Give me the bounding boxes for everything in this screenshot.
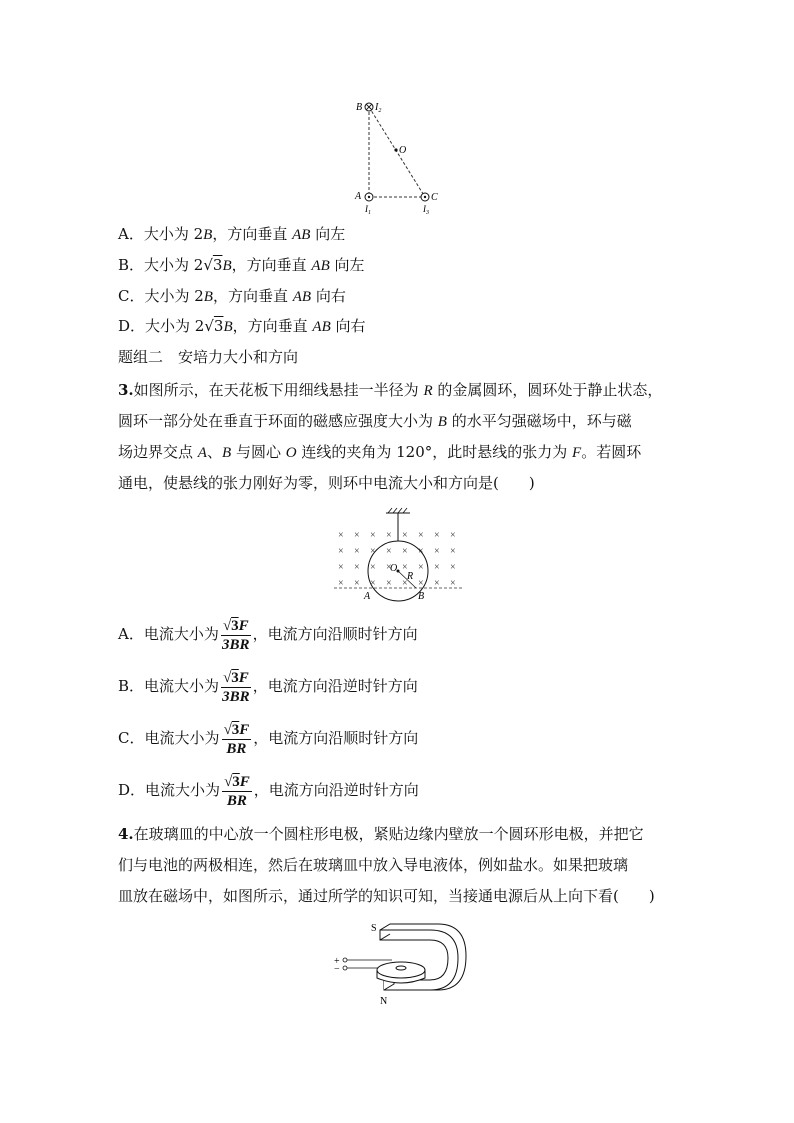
q3-option-c: C．电流大小为 $\frac{√3F}{BR}$ ，电流方向沿顺时针方向	[118, 721, 419, 757]
field-cross: ×	[402, 578, 408, 589]
field-cross: ×	[418, 578, 424, 589]
q2-figure	[340, 95, 450, 220]
label-minus: −	[334, 964, 340, 975]
q2-option-b: B．大小为 2√3B，方向垂直 AB 向左	[118, 256, 365, 274]
field-cross: ×	[338, 562, 344, 573]
ceiling	[386, 508, 410, 513]
q3-option-d: D．电流大小为 $\frac{√3F}{BR}$ ，电流方向沿逆时针方向	[118, 773, 419, 809]
section-heading: 题组二 安培力大小和方向	[118, 348, 299, 366]
center-electrode	[396, 966, 406, 970]
label-o: O	[399, 145, 407, 156]
terminal-positive	[343, 958, 347, 962]
label-a: A	[364, 591, 371, 602]
field-cross: ×	[354, 562, 360, 573]
field-cross: ×	[386, 562, 392, 573]
field-cross: ×	[338, 546, 344, 557]
field-cross: ×	[418, 562, 424, 573]
q4-figure	[330, 918, 470, 1008]
label-plus: +	[334, 956, 340, 967]
field-cross: ×	[434, 530, 440, 541]
label-c: C	[431, 192, 438, 203]
current-c-symbol	[421, 193, 429, 201]
q2-option-d: D．大小为 2√3B，方向垂直 AB 向右	[118, 317, 366, 335]
q4-stem-line2: 们与电池的两极相连，然后在玻璃皿中放入导电液体，例如盐水。如果把玻璃	[118, 856, 629, 874]
field-cross: ×	[354, 546, 360, 557]
label-r: R	[407, 571, 414, 582]
q3-stem-line3: 场边界交点 A、B 与圆心 O 连线的夹角为 120°，此时悬线的张力为 F。若圆环	[118, 443, 642, 461]
field-cross: ×	[370, 546, 376, 557]
point-o-dot	[394, 148, 397, 151]
line-bc	[369, 107, 425, 197]
q3-figure	[330, 505, 470, 605]
q4-stem-line3: 皿放在磁场中，如图所示，通过所学的知识可知，当接通电源后从上向下看( )	[118, 887, 655, 905]
field-cross: ×	[402, 530, 408, 541]
field-cross: ×	[450, 530, 456, 541]
current-a-symbol	[365, 193, 373, 201]
label-i3: $I_3$	[423, 204, 429, 216]
field-cross: ×	[354, 578, 360, 589]
field-cross: ×	[370, 578, 376, 589]
field-cross: ×	[386, 530, 392, 541]
field-cross: ×	[450, 578, 456, 589]
field-cross: ×	[418, 546, 424, 557]
label-o: O	[390, 563, 398, 574]
field-cross: ×	[402, 562, 408, 573]
field-cross: ×	[370, 530, 376, 541]
q4-stem-line1: 4.在玻璃皿的中心放一个圆柱形电极，紧贴边缘内壁放一个圆环形电极，并把它	[118, 825, 644, 843]
field-cross: ×	[354, 530, 360, 541]
q2-option-a: A．大小为 2B，方向垂直 AB 向左	[118, 225, 346, 243]
field-cross: ×	[338, 530, 344, 541]
field-cross: ×	[386, 546, 392, 557]
field-cross: ×	[418, 530, 424, 541]
q2-option-c: C．大小为 2B，方向垂直 AB 向右	[118, 287, 346, 305]
field-cross: ×	[450, 546, 456, 557]
field-cross: ×	[338, 578, 344, 589]
q3-stem-line2: 圆环一部分处在垂直于环面的磁感应强度大小为 B 的水平匀强磁场中，环与磁	[118, 412, 632, 430]
current-b-symbol	[365, 103, 373, 111]
magnetic-field-crosses	[338, 530, 456, 589]
field-cross: ×	[434, 578, 440, 589]
field-cross: ×	[370, 562, 376, 573]
q3-stem-line1: 3.如图所示，在天花板下用细线悬挂一半径为 R 的金属圆环，圆环处于静止状态，	[118, 381, 663, 399]
field-cross: ×	[402, 546, 408, 557]
field-cross: ×	[386, 578, 392, 589]
field-cross: ×	[434, 562, 440, 573]
q3-stem-line4: 通电，使悬线的张力刚好为零，则环中电流大小和方向是( )	[118, 474, 535, 492]
label-b: B	[418, 591, 425, 602]
label-n: N	[380, 996, 388, 1007]
label-b: B	[356, 102, 363, 113]
field-cross: ×	[450, 562, 456, 573]
q3-option-b: B．电流大小为 $\frac{√3F}{3BR}$ ，电流方向沿逆时针方向	[118, 669, 418, 705]
q3-option-a: A．电流大小为 $\frac{√3F}{3BR}$ ，电流方向沿顺时针方向	[118, 617, 418, 653]
label-i1: $I_1$	[365, 204, 371, 216]
label-i2: $I_2$	[375, 102, 382, 114]
glass-dish	[377, 962, 425, 983]
terminal-negative	[343, 966, 347, 970]
field-cross: ×	[434, 546, 440, 557]
label-s: S	[371, 923, 377, 934]
label-a: A	[355, 191, 362, 202]
